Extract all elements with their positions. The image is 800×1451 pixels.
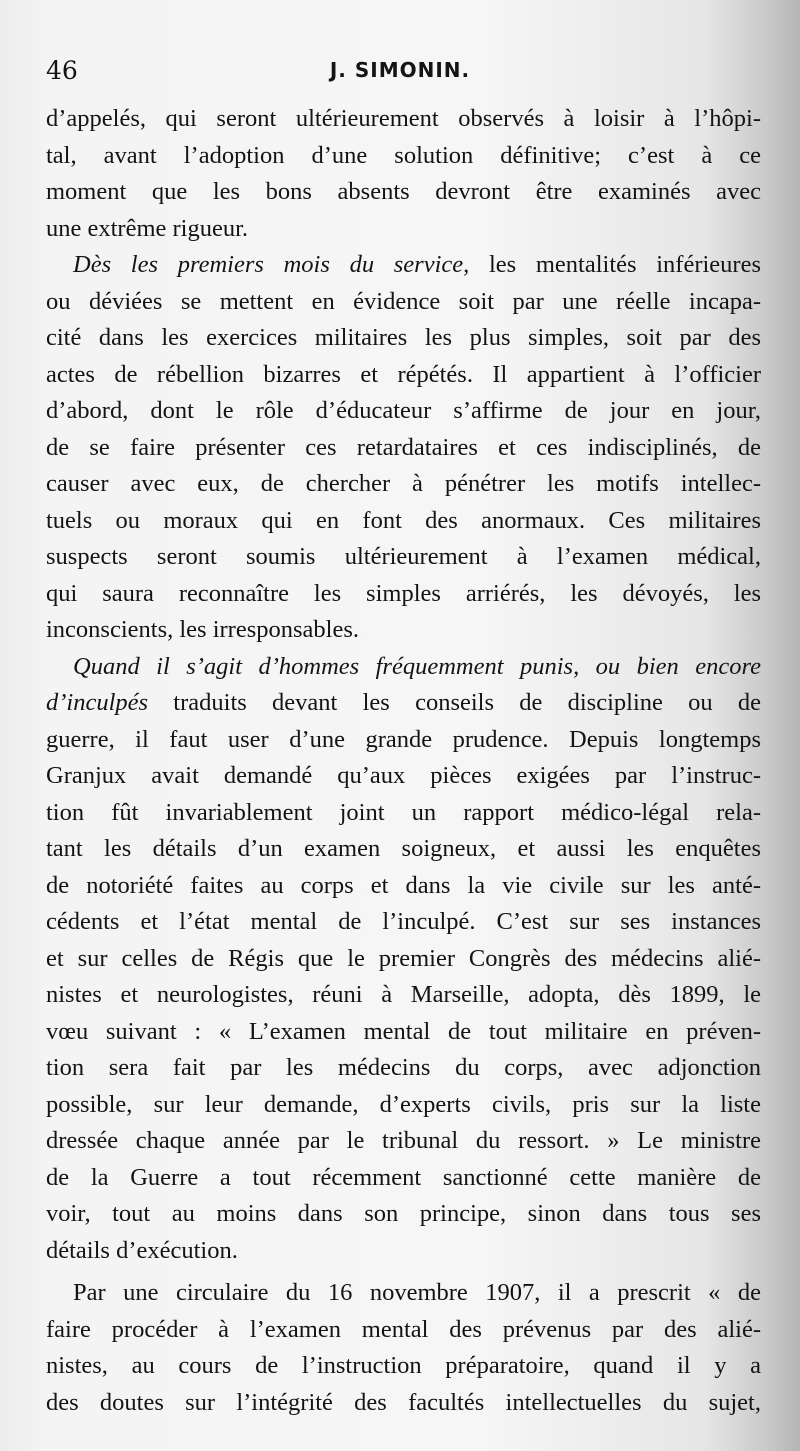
text-line: possible, sur leur demande, d’experts civils, pris sur la liste — [46, 1090, 761, 1118]
text-line: tion fût invariablement joint un rapport médico-légal rela- — [46, 798, 761, 826]
italic-phrase: Dès les premiers mois du service, — [73, 251, 470, 278]
text-line — [46, 649, 761, 686]
text-run: traduits devant les conseils de discipline ou de — [148, 689, 761, 716]
text-line: tion sera fait par les médecins du corps, avec adjonction — [46, 1054, 761, 1081]
text-line: suspects seront soumis ultérieurement à l’examen médical, — [46, 543, 761, 570]
text-line: de se faire présenter ces retardataires et ces indisciplinés, de — [46, 433, 761, 461]
text-line: Par une circulaire du 16 novembre 1907, il a prescrit « de — [73, 1279, 761, 1306]
text-line: tant les détails d’un examen soigneux, et aussi les enquêtes — [46, 835, 761, 862]
text-line: vœu suivant : « L’examen mental de tout militaire en préven- — [46, 1017, 761, 1045]
text-line: ou déviées se mettent en évidence soit par une réelle incapa- — [46, 287, 761, 315]
text-line: qui saura reconnaître les simples arriérés, les dévoyés, les — [46, 579, 761, 607]
page-number: 46 — [46, 56, 78, 85]
italic-phrase: Quand il s’agit d’hommes fréquemment punis, ou bien encore — [73, 652, 761, 680]
text-line: moment que les bons absents devront être examinés avec — [46, 178, 761, 205]
body-text — [46, 101, 761, 1421]
text-line: des doutes sur l’intégrité des facultés intellectuelles du sujet, — [46, 1388, 761, 1416]
text-line: d’appelés, qui seront ultérieurement observés à loisir à l’hôpi- — [46, 105, 761, 132]
text-line: voir, tout au moins dans son principe, sinon dans tous ses — [46, 1200, 761, 1227]
paragraph-3 — [46, 649, 761, 1270]
text-line: cédents et l’état mental de l’inculpé. C’est sur ses instances — [46, 908, 761, 935]
text-line: de la Guerre a tout récemment sanctionné cette manière de — [46, 1163, 761, 1191]
text-run: les mentalités inférieures — [469, 251, 761, 278]
text-line: d’abord, dont le rôle d’éducateur s’affirme de jour en jour, — [46, 397, 761, 424]
paragraph-1 — [46, 101, 761, 247]
text-line: faire procéder à l’examen mental des prévenus par des alié- — [46, 1315, 761, 1343]
paragraph-4 — [46, 1275, 761, 1421]
text-line: une extrême rigueur. — [46, 214, 249, 242]
text-line: inconscients, les irresponsables. — [46, 616, 359, 643]
text-line: et sur celles de Régis que le premier Congrès des médecins alié- — [46, 944, 761, 972]
text-line: de notoriété faites au corps et dans la vie civile sur les anté- — [46, 871, 761, 899]
italic-phrase: d’inculpés — [46, 689, 149, 716]
text-line: détails d’exécution. — [46, 1236, 238, 1264]
running-head: J. SIMONIN. — [329, 58, 471, 82]
text-line: causer avec eux, de chercher à pénétrer les motifs intellec- — [46, 470, 761, 497]
page-header — [0, 56, 800, 90]
text-line: nistes et neurologistes, réuni à Marseille, adopta, dès 1899, le — [46, 981, 761, 1008]
text-line — [46, 247, 761, 284]
text-line: dressée chaque année par le tribunal du ressort. » Le ministre — [46, 1127, 761, 1154]
text-line: tuels ou moraux qui en font des anormaux. Ces militaires — [46, 506, 761, 534]
paragraph-2 — [46, 247, 761, 649]
text-line: guerre, il faut user d’une grande prudence. Depuis longtemps — [46, 725, 761, 753]
text-line: tal, avant l’adoption d’une solution définitive; c’est à ce — [46, 141, 761, 169]
text-line: actes de rébellion bizarres et répétés. Il appartient à l’officier — [46, 360, 761, 388]
text-line: nistes, au cours de l’instruction préparatoire, quand il y a — [46, 1352, 761, 1379]
text-line: cité dans les exercices militaires les plus simples, soit par des — [46, 324, 761, 351]
text-line: Granjux avait demandé qu’aux pièces exigées par l’instruc- — [46, 762, 761, 789]
text-line — [46, 685, 761, 722]
